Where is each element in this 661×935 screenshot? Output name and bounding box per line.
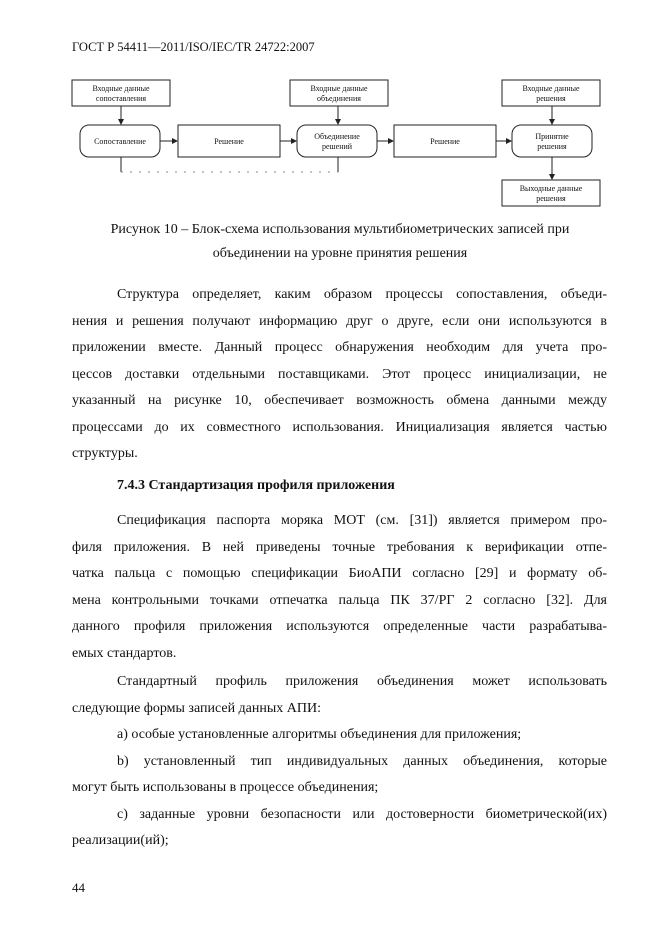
text-line: мена контрольными точками отпечатка пальца ПК 37/РГ 2 согласно [32]. Для	[72, 592, 607, 608]
block-diagram	[0, 0, 661, 215]
list-item-a: a) особые установленные алгоритмы объединения для приложения;	[117, 727, 522, 742]
output-line2: решения	[536, 194, 566, 203]
paragraph-standard-profile	[72, 669, 607, 855]
list-item-c-line2: реализации(ий);	[72, 833, 169, 848]
input2-line1: Входные данные	[310, 84, 368, 93]
text-line: приложении вместе. Данный процесс обнаружения необходим для учета про-	[72, 340, 607, 355]
section-heading: 7.4.3 Стандартизация профиля приложения	[117, 478, 395, 493]
text-line: филя приложения. В ней приведены точные требования к верификации отпе-	[72, 539, 607, 555]
figure-caption-line1: Рисунок 10 – Блок-схема использования мультибиометрических записей при	[110, 222, 570, 237]
text-line: емых стандартов.	[72, 645, 177, 661]
page-number: 44	[72, 880, 85, 895]
matching-label: Сопоставление	[94, 137, 146, 146]
document-header: ГОСТ Р 54411—2011/ISO/IEC/TR 24722:2007	[72, 40, 315, 54]
figure-caption-line2: объединении на уровне принятия решения	[212, 246, 468, 261]
text-line: Стандартный профиль приложения объединения может использовать	[117, 674, 607, 689]
text-line: чатка пальца с помощью спецификации БиоАПИ согласно [29] и формату об-	[72, 566, 607, 581]
input2-line2: объединения	[317, 94, 361, 103]
text-line: нения и решения получают информацию друг о друге, если они используются в	[72, 313, 607, 329]
text-line: данного профиля приложения используются определенные части разрабатыва-	[72, 619, 607, 634]
accept-box	[512, 125, 592, 157]
input3-line2: решения	[536, 94, 566, 103]
output-line1: Выходные данные	[519, 184, 583, 193]
list-item-b-line2: могут быть использованы в процессе объединения;	[72, 780, 379, 795]
fusion-line1: Объединение	[314, 132, 360, 141]
fusion-box	[297, 125, 377, 157]
text-line: Структура определяет, каким образом процессы сопоставления, объеди-	[117, 287, 607, 302]
fusion-line2: решений	[321, 142, 353, 151]
text-line: процессами до их совместного использования. Инициализация является частью	[72, 419, 607, 435]
input3-line1: Входные данные	[522, 84, 580, 93]
text-line: указанный на рисунке 10, обеспечивает возможность обмена данными между	[72, 393, 607, 408]
text-line: следующие формы записей данных АПИ:	[72, 700, 322, 716]
text-line: структуры.	[72, 446, 138, 461]
accept-line1: Принятие	[535, 132, 569, 141]
accept-line2: решения	[537, 142, 567, 151]
input1-line1: Входные данные	[92, 84, 150, 93]
text-line: цессов доставки отдельными поставщиками. Этот процесс инициализации, не	[72, 366, 607, 382]
list-item-c-line1: c) заданные уровни безопасности или достоверности биометрической(их)	[117, 806, 607, 822]
paragraph-structure	[72, 282, 607, 468]
list-item-b-line1: b) установленный тип индивидуальных данных объединения, которые	[117, 753, 607, 769]
input1-line2: сопоставления	[95, 94, 147, 103]
decision2-label: Решение	[430, 137, 460, 146]
paragraph-profile	[72, 508, 607, 667]
decision1-label: Решение	[214, 137, 244, 146]
text-line: Спецификация паспорта моряка МОТ (см. [31]) является примером про-	[117, 513, 607, 528]
